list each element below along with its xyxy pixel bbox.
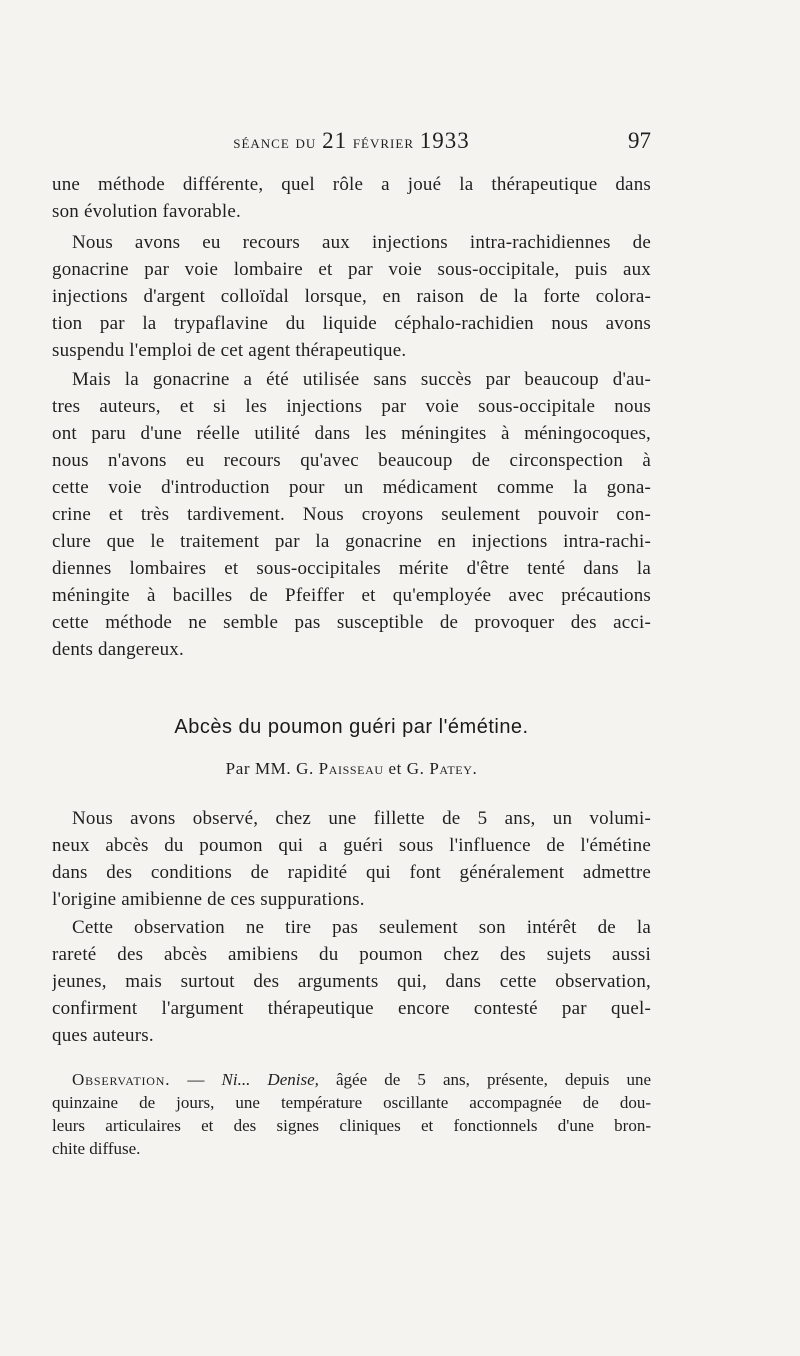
text-line: son évolution favorable. [52, 201, 241, 222]
running-head [52, 128, 651, 160]
running-title-month: février [352, 132, 414, 153]
text-line: une méthode différente, quel rôle a joué la thérapeutique dans [52, 174, 651, 195]
text-line: diennes lombaires et sous-occipitales mérite d'être tenté dans la [52, 558, 651, 579]
observation-line-rest: âgée de 5 ans, présente, depuis une [336, 1070, 651, 1089]
text-line: ont paru d'une réelle utilité dans les méningites à méningocoques, [52, 423, 651, 444]
text-line: nous n'avons eu recours qu'avec beaucoup de circonspection à [52, 450, 651, 471]
text-line: gonacrine par voie lombaire et par voie sous-occipitale, puis aux [52, 259, 651, 280]
page-number: 97 [628, 128, 651, 153]
text-line: rareté des abcès amibiens du poumon chez des sujets aussi [52, 944, 651, 965]
text-line: jeunes, mais surtout des arguments qui, dans cette observation, [52, 971, 651, 992]
authors-mid: et G. [388, 759, 425, 778]
text-line: cette voie d'introduction pour un médicament comme la gona- [52, 477, 651, 498]
paragraph-abstract [52, 805, 651, 913]
running-title [52, 128, 651, 154]
text-line: leurs articulaires et des signes cliniques et fonctionnels d'une bron- [52, 1116, 651, 1135]
paragraph-continuation [52, 171, 651, 225]
text-line: dans des conditions de rapidité qui font généralement admettre [52, 862, 651, 883]
observation-dash: — [187, 1070, 205, 1089]
authors-prefix: Par MM. G. [225, 759, 314, 778]
text-line: méningite à bacilles de Pfeiffer et qu'employée avec précautions [52, 585, 651, 606]
text-line: tres auteurs, et si les injections par voie sous-occipitale nous [52, 396, 651, 417]
authors-line [52, 759, 651, 779]
text-line: Mais la gonacrine a été utilisée sans succès par beaucoup d'au- [72, 369, 651, 390]
paragraph-treatment [52, 229, 651, 364]
running-title-pre: séance du [233, 132, 317, 153]
running-title-day: 21 [322, 128, 348, 153]
text-line: ques auteurs. [52, 1025, 154, 1046]
author-name: Patey. [429, 759, 478, 778]
author-name: Paisseau [318, 759, 384, 778]
text-line: cette méthode ne semble pas susceptible de provoquer des acci- [52, 612, 651, 633]
observation-label: Observation. [72, 1070, 171, 1089]
text-line: dents dangereux. [52, 639, 184, 660]
text-line: injections d'argent colloïdal lorsque, en raison de la forte colora- [52, 286, 651, 307]
section-title: Abcès du poumon guéri par l'émétine. [174, 716, 529, 738]
observation-first-line [52, 1068, 651, 1091]
paragraph-gonacrine [52, 366, 651, 663]
text-line: quinzaine de jours, une température oscillante accompagnée de dou- [52, 1093, 651, 1112]
paragraph-interest [52, 914, 651, 1049]
observation-paragraph [52, 1068, 651, 1160]
text-line: clure que le traitement par la gonacrine en injections intra-rachi- [52, 531, 651, 552]
text-line: suspendu l'emploi de cet agent thérapeutique. [52, 340, 407, 361]
text-line: Nous avons observé, chez une fillette de 5 ans, un volumi- [72, 808, 651, 829]
text-line: tion par la trypaflavine du liquide céphalo-rachidien nous avons [52, 313, 651, 334]
text-line: chite diffuse. [52, 1139, 141, 1158]
text-line: neux abcès du poumon qui a guéri sous l'influence de l'émétine [52, 835, 651, 856]
text-line: l'origine amibienne de ces suppurations. [52, 889, 365, 910]
patient-name: Ni... Denise, [221, 1070, 319, 1089]
text-line: Cette observation ne tire pas seulement son intérêt de la [72, 917, 651, 938]
text-line: crine et très tardivement. Nous croyons seulement pouvoir con- [52, 504, 651, 525]
running-title-year: 1933 [419, 128, 470, 153]
text-line: confirment l'argument thérapeutique encore contesté par quel- [52, 998, 651, 1019]
text-line: Nous avons eu recours aux injections intra-rachidiennes de [72, 232, 651, 253]
